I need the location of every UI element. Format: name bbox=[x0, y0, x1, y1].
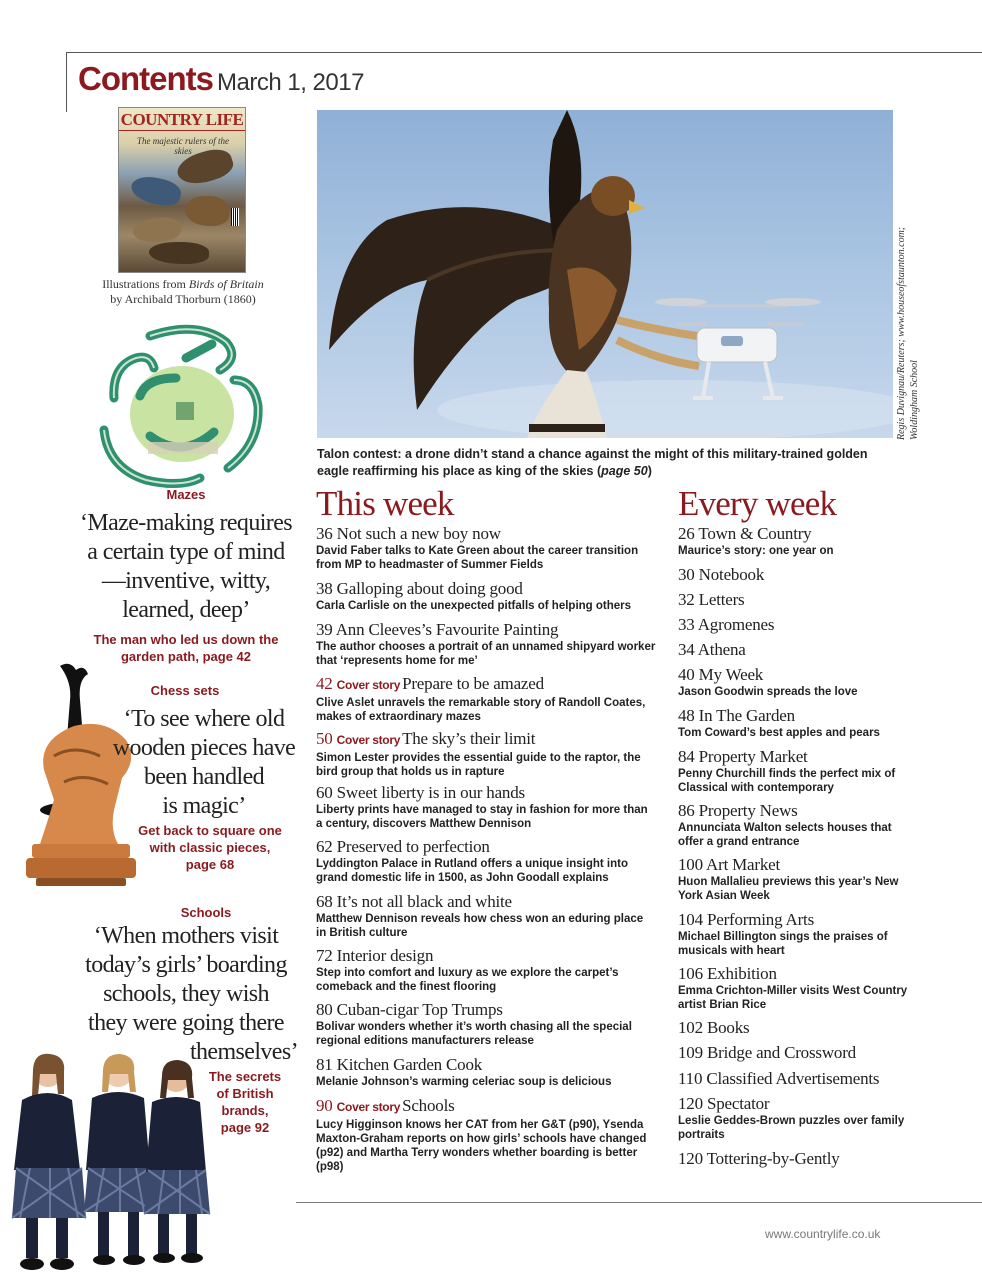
cover-bird-illustration bbox=[149, 242, 209, 264]
toc-entry[interactable]: 26 Town & Country Maurice’s story: one year on bbox=[678, 524, 834, 557]
toc-entry[interactable]: 72 Interior design Step into comfort and luxury as we explore the carpet’s comeback and the finest flooring bbox=[316, 946, 619, 993]
toc-entry[interactable]: 104 Performing Arts Michael Billington sings the praises of musicals with heart bbox=[678, 910, 888, 957]
schools-credit: The secrets of British brands, page 92 bbox=[208, 1069, 282, 1135]
toc-entry[interactable]: 86 Property News Annunciata Walton selects houses that offer a grand entrance bbox=[678, 801, 892, 848]
schoolgirls-photo bbox=[0, 1050, 222, 1278]
page-header bbox=[78, 60, 364, 98]
cover-barcode bbox=[231, 208, 239, 226]
toc-entry[interactable]: 106 Exhibition Emma Crichton-Miller visits West Country artist Brian Rice bbox=[678, 964, 908, 1011]
chess-pull-quote: ‘To see where old wooden pieces have been handled is magic’ bbox=[112, 706, 296, 819]
maze-illustration bbox=[90, 318, 270, 490]
toc-entry-cover-story[interactable]: 42 Cover story Prepare to be amazed Clive Aslet unravels the remarkable story of Randoll Coates, makes of extraordinary mazes bbox=[316, 674, 646, 723]
issue-date: March 1, 2017 bbox=[217, 69, 364, 96]
toc-entry-cover-story[interactable]: 90 Cover story Schools Lucy Higginson knows her CAT from her G&T (p90), Ysenda Maxton-Graham reports on how girls’ schools have changed (p92) and Martha Terry wonders whether boarding is better (p98) bbox=[316, 1096, 647, 1173]
toc-entry[interactable]: 48 In The Garden Tom Coward’s best apples and pears bbox=[678, 706, 880, 739]
bottom-rule bbox=[296, 1202, 982, 1203]
toc-entry[interactable]: 38 Galloping about doing good Carla Carlisle on the unexpected pitfalls of helping others bbox=[316, 579, 632, 612]
schools-pull-quote: ‘When mothers visit today’s girls’ boarding schools, they wish they were going there themselves’ bbox=[85, 923, 298, 1065]
toc-entry[interactable]: 33 Agromenes bbox=[678, 615, 775, 634]
toc-entry[interactable]: 32 Letters bbox=[678, 590, 745, 609]
toc-entry[interactable]: 40 My Week Jason Goodwin spreads the love bbox=[678, 665, 858, 698]
toc-entry[interactable]: 36 Not such a new boy now David Faber talks to Kate Green about the career transition from MP to headmaster of Summer Fields bbox=[316, 524, 639, 571]
cover-story-tag: Cover story bbox=[336, 1100, 401, 1114]
mazes-credit: The man who led us down the garden path, page 42 bbox=[93, 632, 279, 664]
toc-entry[interactable]: 62 Preserved to perfection Lyddington Palace in Rutland offers a unique insight into grand domestic life in 1500, as John Goodall explains bbox=[316, 837, 628, 884]
toc-entry[interactable]: 110 Classified Advertisements bbox=[678, 1069, 880, 1088]
cover-story-tag: Cover story bbox=[336, 733, 401, 747]
toc-entry-cover-story[interactable]: 50 Cover story The sky’s their limit Simon Lester provides the essential guide to the raptor, the bird group that holds us in rapture bbox=[316, 729, 641, 778]
photo-caption: Talon contest: a drone didn’t stand a chance against the might of this military-trained golden eagle reaffirming his place as king of the skies (page 50) bbox=[317, 447, 868, 478]
mazes-pull-quote: ‘Maze-making requires a certain type of mind —inventive, witty, learned, deep’ bbox=[80, 510, 292, 623]
cover-bird-illustration bbox=[132, 215, 183, 245]
photo-credit: Regis Duvignau/Reuters; www.houseofstaunton.com; Woldingham School bbox=[896, 226, 920, 440]
every-week-heading: Every week bbox=[678, 484, 837, 523]
toc-entry[interactable]: 34 Athena bbox=[678, 640, 746, 659]
chess-credit: Get back to square one with classic pieces, page 68 bbox=[138, 823, 282, 872]
top-rule bbox=[66, 52, 982, 53]
eagle-drone-illustration bbox=[317, 110, 893, 438]
left-rule bbox=[66, 52, 67, 112]
toc-entry[interactable]: 30 Notebook bbox=[678, 565, 765, 584]
toc-entry[interactable]: 80 Cuban-cigar Top Trumps Bolivar wonders whether it’s worth chasing all the special regional editions manufacturers release bbox=[316, 1000, 632, 1047]
toc-entry[interactable]: 100 Art Market Huon Mallalieu previews this year’s New York Asian Week bbox=[678, 855, 899, 902]
toc-entry[interactable]: 39 Ann Cleeves’s Favourite Painting The author chooses a portrait of an unnamed shipyard worker that ‘represents home for me’ bbox=[316, 620, 656, 667]
eagle-drone-photo bbox=[317, 110, 893, 438]
cover-rule bbox=[119, 130, 245, 131]
this-week-heading: This week bbox=[316, 484, 454, 523]
cover-bird-illustration bbox=[129, 174, 183, 208]
toc-entry[interactable]: 68 It’s not all black and white Matthew Dennison reveals how chess won an eduring place in British culture bbox=[316, 892, 644, 939]
magazine-cover-image bbox=[118, 107, 246, 273]
toc-entry[interactable]: 109 Bridge and Crossword bbox=[678, 1043, 856, 1062]
toc-entry[interactable]: 102 Books bbox=[678, 1018, 750, 1037]
schools-label: Schools bbox=[180, 905, 232, 920]
mazes-label: Mazes bbox=[166, 487, 206, 502]
toc-entry[interactable]: 84 Property Market Penny Churchill finds the perfect mix of Classical with contemporary bbox=[678, 747, 896, 794]
page-title: Contents bbox=[78, 60, 213, 97]
cover-caption: Illustrations from Birds of Britain by Archibald Thorburn (1860) bbox=[102, 277, 264, 306]
toc-entry[interactable]: 120 Spectator Leslie Geddes-Brown puzzles over family portraits bbox=[678, 1094, 905, 1141]
toc-entry[interactable]: 81 Kitchen Garden Cook Melanie Johnson’s warming celeriac soup is delicious bbox=[316, 1055, 612, 1088]
footer-url[interactable]: www.countrylife.co.uk bbox=[765, 1227, 881, 1241]
cover-subtitle: The majestic rulers of the skies bbox=[137, 136, 229, 156]
cover-story-tag: Cover story bbox=[336, 678, 401, 692]
toc-entry[interactable]: 60 Sweet liberty is in our hands Liberty prints have managed to stay in fashion for more than a century, discovers Matthew Dennison bbox=[316, 783, 648, 830]
cover-bird-illustration bbox=[185, 196, 229, 226]
toc-entry[interactable]: 120 Tottering-by-Gently bbox=[678, 1149, 840, 1168]
chess-label: Chess sets bbox=[150, 683, 220, 698]
cover-masthead: COUNTRY LIFE bbox=[120, 110, 244, 129]
